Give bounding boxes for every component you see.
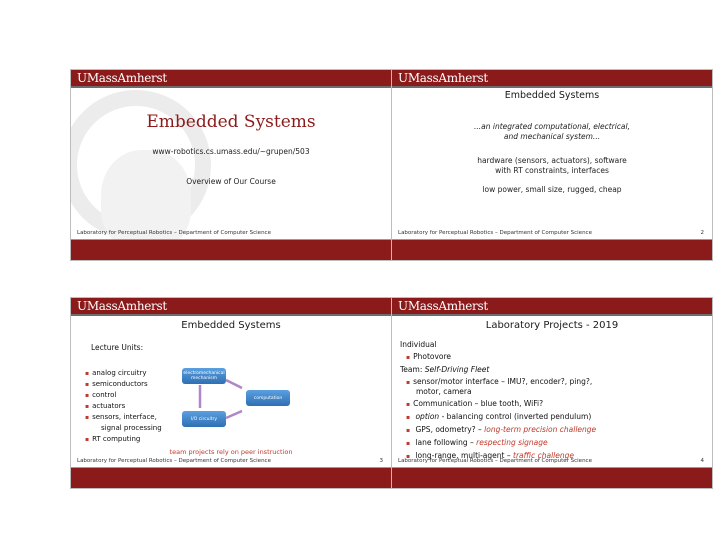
gps-text: GPS, odometry? – [415, 425, 485, 434]
list-item: ▪ sensors, interface, [85, 413, 157, 421]
page-number: 2 [700, 230, 704, 236]
list-item: ▪ RT computing [85, 435, 140, 443]
slide-2 [391, 69, 713, 261]
diagram-box-computation: computation [246, 390, 290, 406]
list-item: ▪ control [85, 391, 116, 399]
option-text: - balancing control (inverted pendulum) [439, 412, 592, 421]
slide-4 [391, 297, 713, 489]
team-label [400, 365, 489, 374]
list-item: ▪ semiconductors [85, 380, 148, 388]
slide-subtitle: Overview of Our Course [186, 177, 276, 186]
footer-bar [71, 468, 391, 488]
peer-instruction-note: team projects rely on peer instruction [169, 448, 293, 456]
definition-line-2: and mechanical system... [503, 132, 601, 141]
multiagent-text: long-range, multi-agent – [415, 451, 513, 460]
text-line-3: hardware (sensors, actuators), software [477, 156, 627, 165]
slide-title: Embedded Systems [146, 112, 316, 132]
footer-bar [71, 240, 391, 260]
lane-challenge: respecting signage [476, 438, 548, 447]
multiagent-challenge: traffic challenge [513, 451, 575, 460]
text-line-4: with RT constraints, interfaces [495, 166, 609, 175]
list-item [406, 412, 591, 421]
header-rule [392, 314, 712, 316]
header-bar [392, 298, 712, 314]
course-url: www-robotics.cs.umass.edu/~grupen/503 [152, 147, 310, 156]
slide-1 [70, 69, 392, 261]
header-rule [71, 86, 391, 88]
logo: UMassAmherst [77, 71, 167, 85]
page-number: 4 [700, 458, 704, 464]
header-bar [392, 70, 712, 86]
logo: UMassAmherst [398, 299, 488, 313]
definition-line-1: ...an integrated computational, electrical, [473, 122, 631, 131]
gps-challenge: long-term precision challenge [484, 425, 597, 434]
slide-3 [70, 297, 392, 489]
slide-title: Embedded Systems [504, 90, 600, 101]
header-rule [392, 86, 712, 88]
lecture-units-label: Lecture Units: [91, 343, 144, 352]
header-bar [71, 298, 391, 314]
list-item [406, 425, 596, 434]
footer-bar [392, 240, 712, 260]
list-item-continuation: signal processing [101, 424, 162, 432]
logo: UMassAmherst [398, 71, 488, 85]
footer-text: Laboratory for Perceptual Robotics – Department of Computer Science [77, 230, 271, 236]
header-bar [71, 70, 391, 86]
diagram-box-io: I/O circuitry [182, 411, 226, 427]
team-prefix: Team: [400, 365, 425, 374]
page-number: 3 [379, 458, 383, 464]
footer-text: Laboratory for Perceptual Robotics – Department of Computer Science [398, 230, 592, 236]
lane-text: lane following – [415, 438, 477, 447]
option-word: option [415, 412, 440, 421]
footer-text: Laboratory for Perceptual Robotics – Department of Computer Science [77, 458, 271, 464]
footer-text: Laboratory for Perceptual Robotics – Department of Computer Science [398, 458, 592, 464]
diagram-box-mechanism: electromechanical mechanism [182, 368, 226, 384]
footer-bar [392, 468, 712, 488]
list-item: ▪ sensor/motor interface – IMU?, encoder?, ping?, [406, 377, 592, 386]
team-name: Self-Driving Fleet [424, 365, 490, 374]
header-rule [71, 314, 391, 316]
slide-title: Laboratory Projects - 2019 [485, 320, 619, 331]
list-item: ▪ Communication – blue tooth, WiFi? [406, 399, 543, 408]
arrow-comp-io [226, 411, 242, 418]
diagram-arrows [176, 368, 296, 438]
slide-title: Embedded Systems [181, 320, 281, 331]
list-item: ▪ analog circuitry [85, 369, 147, 377]
text-line-5: low power, small size, rugged, cheap [482, 185, 622, 194]
list-item [406, 438, 548, 447]
logo: UMassAmherst [77, 299, 167, 313]
individual-label: Individual [400, 340, 437, 349]
arrow-mech-comp [226, 380, 242, 388]
list-item: ▪ actuators [85, 402, 125, 410]
list-item-continuation: motor, camera [416, 387, 472, 396]
list-item-photovore: ▪ Photovore [406, 352, 451, 361]
